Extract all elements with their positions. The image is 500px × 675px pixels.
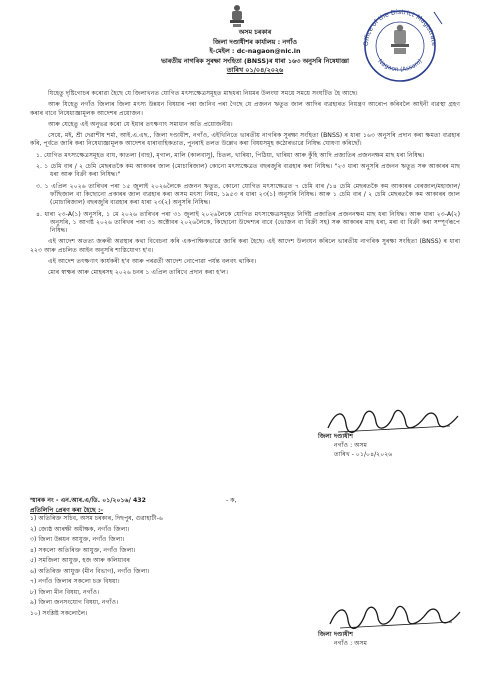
list-item: ৭) নগাঁও জিলাৰ সকলো চক্ৰ বিষয়া। <box>30 578 120 585</box>
signature-2 <box>318 598 468 634</box>
svg-text:Nagaon (Assam) <box>376 58 423 73</box>
list-item: ৬) অতিৰিক্ত আযুক্ত (মীন বিভাগ), নগাঁও জিলা। <box>30 567 150 575</box>
signatory-block-1 <box>318 432 458 459</box>
signatory-place: নগাঁও : অসম <box>334 640 367 647</box>
cc-list <box>30 514 310 619</box>
prohibition-item-3: ৩. ১ এপ্ৰিল ২০২৬ তাৰিখৰ পৰা ১৫ জুলাই ২০২৬লৈকে প্ৰজনন ঋতুত, কোনো যোগিত মৎস্যক্ষেত্ৰত ৭ চেমি বাৰ /১৪ চেমি মেছৰতকৈ কম আকাৰৰ বেৰজাল/মহাজাল/ফাঁছিজাল বা কিছোনো প্ৰকাৰৰ জাল ব্যৱহাৰ কৰা অসম মৎস্য নিয়ম, ১৯৫৩ ৰ ধাৰা ২৩(১) অনুসৰি নিষিদ্ধ। আৰু ১ চেমি বাৰ / ২ চেমি মেছৰতকৈ কম আকাৰৰ জাল (মোচাৰিজাল) বছৰজুৰি ব্যৱহাৰ কৰা ধাৰা ২৩(২) অনুসৰি নিষিদ্ধ। <box>36 182 460 207</box>
order-date: তাৰিখ ০১/০৪/২০২৬ <box>226 66 284 74</box>
government-name: অসম চৰকাৰ <box>238 28 272 36</box>
paragraph-1: যিহেতু দৃষ্টিগোচৰ কৰোৱা হৈছে যে জিলাখনত যোগিত মৎস্যক্ষেত্ৰসমূহত মাছধৰা নিয়মৰ উলংঘা সময়ে সময়ে সংঘটিত হৈ আছে। <box>48 90 358 97</box>
list-item: ৯) জিলা জনসংযোগ বিষয়া, নগাঁও। <box>30 599 119 606</box>
seal-text-top: Office of the District Magistrate <box>361 7 439 47</box>
signatory-title: জিলা দণ্ডাধীশ <box>318 433 354 440</box>
paragraph-2: আৰু যিহেতু নগাঁও জিলাৰ জিলা মৎস্য উন্নয়ন বিষয়াৰ পৰা জানিব পৰা গৈছে যে প্ৰজনন ঋতুত জাল আদিৰ ব্যৱহাৰত নিয়ন্ত্ৰণ আৰোপ কৰিবলৈ আইনী ব্যৱস্থা গ্ৰহণ কৰাৰ বাবে নিষেধাজ্ঞামূলক আদেশৰ প্ৰয়োজন। <box>30 101 460 117</box>
signatory-date: তাৰিখ - ০১/০৪/২০২৬ <box>334 451 393 458</box>
list-item: ৮) জিলা মীন বিষয়া, নগাঁও। <box>30 588 100 596</box>
signatory-place: নগাঁও : অসম <box>334 442 367 449</box>
signatory-title: জিলা দণ্ডাধীশ <box>318 631 354 638</box>
signatory-block-2 <box>318 630 458 648</box>
seal-emblem-icon <box>391 25 409 54</box>
closing-2: এই আদেশ তৎক্ষণাৎ কাৰ্যকৰী হ'ব আৰু পৰৱৰ্তী আদেশ নোপোৱা পৰ্যন্ত বলবৎ থাকিব। <box>48 258 257 266</box>
list-item: ৩) জিলা উন্নয়ন আযুক্ত, নগাঁও জিলা। <box>30 536 125 543</box>
closing-1: এই আদেশ অতত্য জৰুৰী অৱস্থাৰ কথা বিবেচনা কৰি একপাক্ষিকভাৱে জাৰি কৰা হৈছে। এই আদেশ উলংঘন কৰিলে ভাৰতীয় নাগৰিক সুৰক্ষা সংহিতা (BNSS) ৰ ধাৰা ২২৩ আৰু প্ৰচলিত আইন অনুসৰি শাস্তিযোগ্য হ'ব। <box>30 238 460 254</box>
list-item: ১) অতিৰিক্ত সচিব, অসম চৰকাৰ, দিছপুৰ, গুৱাহাটী-৬ <box>30 515 163 522</box>
paragraph-3: আৰু যেহেতু এই অনুভৱ কৰো যে ইয়াৰ তৎক্ষণাৎ সমাধান অতি প্ৰয়োজনীয়। <box>48 120 233 128</box>
email-line: ই-মেইল : dc-nagaon@nic.in <box>209 47 301 55</box>
memo-number: স্মাৰক নং - এন.আৰ.এ/ডি. ০১/২০১৬/ 432 <box>30 497 146 504</box>
office-seal <box>360 4 448 84</box>
memo-block <box>30 496 460 515</box>
seal-text-bottom: Nagaon (Assam) <box>376 57 424 74</box>
paragraph-4: সেয়ে, মই, শ্ৰী দেৱাশীষ শৰ্মা, আই.এ.এছ., জিলা দণ্ডাধীশ, নগাঁও, এইখিনিতে ভাৰতীয় নাগৰিক সুৰক্ষা সংহিতা (BNSS) ৰ ধাৰা ১৬৩ অনুসৰি প্ৰদান কৰা ক্ষমতা ব্যৱহাৰ কৰি, পূৰ্বতে জাৰি কৰা নিষেধাজ্ঞামূলক আদেশৰ ধাৰাবাহিকতাত, পুনৰাই তলত উল্লেখ কৰা বিষয়সমূহ কঠোৰভাৱে নিষিদ্ধ ঘোষণা কৰিছোঁ। <box>30 132 460 148</box>
memo-suffix: - ক, <box>226 497 237 504</box>
letterhead <box>120 6 390 76</box>
list-item: ৪) সকলো অতিৰিক্ত আযুক্ত, নগাঁও জিলা। <box>30 546 136 554</box>
office-name: জিলা দণ্ডাধীশৰ কাৰ্যালয় : নগাঁও <box>213 37 297 46</box>
list-item: ৫) সমজিলা আযুক্ত, হজ আৰু কলিয়াবৰ <box>30 557 130 564</box>
list-item: ২) জ্যেষ্ঠ আৰক্ষী অধীক্ষক, নগাঁও জিলা। <box>30 525 130 533</box>
prohibition-item-4: ৪. ধাৰা ২৩-A(১) অনুসৰি, ১ মে ২০২৬ তাৰিখৰ পৰা ৩১ জুলাই ২০২৬লৈকে যোগিত মৎস্যক্ষেত্ৰসমূহত নিৰ্দিষ্ট প্ৰজাতিৰ প্ৰজননক্ষম মাছ ধৰা নিষিদ্ধ। আৰু ধাৰা ২৩-A(২) অনুসৰি, ১ আগষ্ট ২০২৬ তাৰিখৰ পৰা ৩১ অক্টোবৰ ২০২৬লৈকে, কিছোনো উদ্দেশ্যৰ বাবে (ভোজন বা বিক্ৰী সহ) সৰু আকাৰৰ মাছ ধৰা, মৰা বা বিক্ৰী কৰা সম্পূৰ্ণৰূপে নিষিদ্ধ। <box>36 210 460 235</box>
list-item: ১০) সংশ্লিষ্ট সকলোলৈ। <box>30 609 88 617</box>
cc-heading: প্ৰতিলিপি প্ৰেৰণ কৰা হৈছে :- <box>30 507 103 514</box>
closing-3: মোৰ স্বাক্ষৰ আৰু মোহৰসহ ২০২৬ চনৰ ১ এপ্ৰিল তাৰিখে প্ৰদান কৰা হ'ল। <box>48 269 228 277</box>
prohibition-item-1: ১. যোগিত মৎস্যক্ষেত্ৰসমূহত বাঘ, কাতলা (বাহু), মৃগাল, মালি (কালবাসু), চিতল, খাৰিয়া, পিঠিয়া, খাৰিয়া আৰু কুঁহি আদি প্ৰজাতিৰ প্ৰজননক্ষম মাছ ধৰা নিষিদ্ধ। <box>36 151 425 159</box>
order-body <box>30 90 460 281</box>
order-subject: ভাৰতীয় নাগৰিক সুৰক্ষা সংহিতা (BNSS)ৰ ধাৰা ১৬৩ অনুসৰি নিষেধাজ্ঞা <box>161 56 349 65</box>
prohibition-item-2: ২. ১ চেমি বাৰ / ২ চেমি মেছৰতকৈ কম আকাৰৰ জাল (মোচাৰিজাল) কোনো মৎস্যক্ষেত্ৰত বছৰজুৰি ব্যৱহাৰ কৰা নিষিদ্ধ। "২৩ ধাৰা অনুসৰি প্ৰজনন ঋতুত সৰু আকাৰৰ মাছ ধৰা আৰু বিক্ৰী কৰা নিষিদ্ধ।" <box>36 163 460 179</box>
